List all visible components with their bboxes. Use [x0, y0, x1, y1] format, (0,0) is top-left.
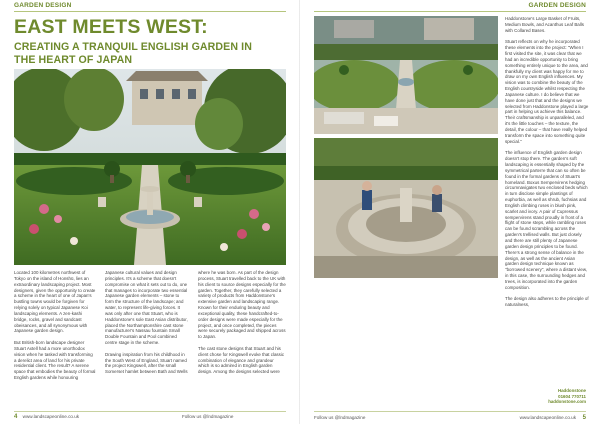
footer-site-link[interactable]: www.landscapeonline.co.uk — [519, 415, 576, 420]
footer-follow-link[interactable]: Follow us @lndmagazine — [182, 414, 234, 419]
paragraph: The influence of English garden design doesn't stop there. The garden's soft landscaping is essentially shaped by the symmetrical parterre that can so often be found in the formal gardens of Stuart's homeland. Boxus Sempervirens hedging circumnavigates two enclosed beds which in turn disclose simple plantings of euphorbia, as well as shrub, fuchsias and English climbing roses in blush pink, scarlet and ivory. A pair of Cupressus sempervirens stand proudly in front of a flight of stone steps, while rambling roses can be found scrambling across the garden's trellised walls. But just closely and there are still plenty of Japanese garden design principles to be found. There's a strong sense of balance in the design, as well as the ancient Asian garden design technique known as "borrowed scenery", where a distant view, in this case, the surrounding hedges and trees, is incorporated into the garden composition. — [505, 150, 588, 290]
page-subtitle — [14, 41, 294, 66]
section-label: GARDEN DESIGN — [528, 2, 586, 9]
paragraph: Drawing inspiration from his childhood in the South West of England, Stuart named the project Kingswell, after the small Somerset hamlet between Bath and Wells — [105, 351, 188, 375]
paragraph: Stuart reflects on why he incorporated these elements into the project: "When I first visited the site, it was clear that we had an incredible opportunity to bring something entirely unique to the area, and thankfully my client was happy for me to draw on my own English influences. My vision was to combine the beauty of the English countryside whilst respecting the Japanese culture. I do believe that we have done just that and the designs we selected from Haddonstone played a large part in helping us achieve this balance. Their craftsmanship is unparalleled, and it's the little touches – the texture, the detail, the colour – that have really helped transform the space into something quite special." — [505, 39, 589, 144]
paragraph: where he was born. As part of the design process, Stuart travelled back to the UK with his client to source designs especially for the garden. Together, they carefully selected a variety of products from Haddonstone's extensive garden and landscaping range. Known for their enduring beauty and exceptional quality, these handcrafted-to-order designs were made especially for the project, and once completed, the pieces were securely packaged and shipped across to Japan. — [198, 270, 286, 340]
footer-site-link[interactable]: www.landscapeonline.co.uk — [22, 414, 80, 419]
paragraph: Located 100 kilometres northwest of Tokyo on the island of Honshū, lies an extraordinary landscaping project. Most designers, given the opportunity to create a scheme in the heart of one of Japan's bustling towns would be forgiven for relying solely on typical Japanese Koi landscaping elements. A zen-kashi bridge, rocks, gravel and sandcast obeisances, and all synonymous with Japanese garden design. — [14, 270, 96, 334]
footer-follow-link[interactable]: Follow us @lndmagazine — [314, 415, 366, 420]
page-title: EAST MEETS WEST: — [14, 16, 208, 38]
footer — [314, 415, 586, 420]
page-number: 4 — [14, 414, 18, 420]
top-rule — [14, 11, 286, 12]
paragraph: The cast stone designs that Stuart and his client chose for Kingswell evoke that classic combination of elegance and grandeur which is so admired in English garden design. Among the designs selected were — [198, 345, 285, 375]
body-column-3 — [198, 270, 286, 375]
paragraph: The design also adheres to the principle of naturalness, — [505, 296, 589, 308]
footer — [14, 414, 286, 420]
credit-phone: 01604 770711 — [558, 393, 586, 399]
footer-rule — [314, 411, 586, 412]
garden-photo-main — [14, 69, 286, 265]
paragraph: But British-born landscape designer Stuart Axtell had a more unorthodox vision when he tasked with transforming a derelict area of land for his private residential client. The result? A serene space that embodies the beauty of formal English gardens while honouring — [14, 340, 96, 381]
body-column-2 — [105, 270, 189, 375]
garden-photo-construction — [314, 138, 498, 278]
body-column-right — [505, 16, 589, 308]
paragraph: Japanese cultural values and design principles. It's a scheme that doesn't compromise on what it sets out to do, one that manages to incorporate two essential Japanese garden elements – stone to form the structure of the landscape; and water, to represent life-giving forces. It was only after one that Stuart, who is Haddonstone's sole East Asian distributor, placed the Northamptonshire cast stone manufacturer's Nassau fountain Small Double Fountain and Pool combined centre stage in the scheme. — [105, 270, 188, 346]
subtitle-line-2: THE HEART OF JAPAN — [14, 53, 133, 66]
credit-website[interactable]: haddonstone.com — [548, 399, 586, 405]
right-page — [300, 0, 600, 424]
footer-rule — [14, 411, 286, 412]
body-column-1 — [14, 270, 96, 381]
top-rule — [314, 11, 586, 12]
subtitle-line-1: CREATING A TRANQUIL ENGLISH GARDEN IN — [14, 41, 252, 53]
section-label: GARDEN DESIGN — [14, 2, 72, 9]
garden-photo-aerial — [314, 16, 498, 134]
supplier-credit — [506, 388, 586, 405]
credit-name: Haddonstone — [557, 388, 586, 393]
page-number: 5 — [582, 415, 586, 421]
paragraph: Haddonstone's Large Basket of Fruits, Medium Bowls, and Acanthus Leaf Balls with Collared Bases. — [505, 16, 584, 33]
